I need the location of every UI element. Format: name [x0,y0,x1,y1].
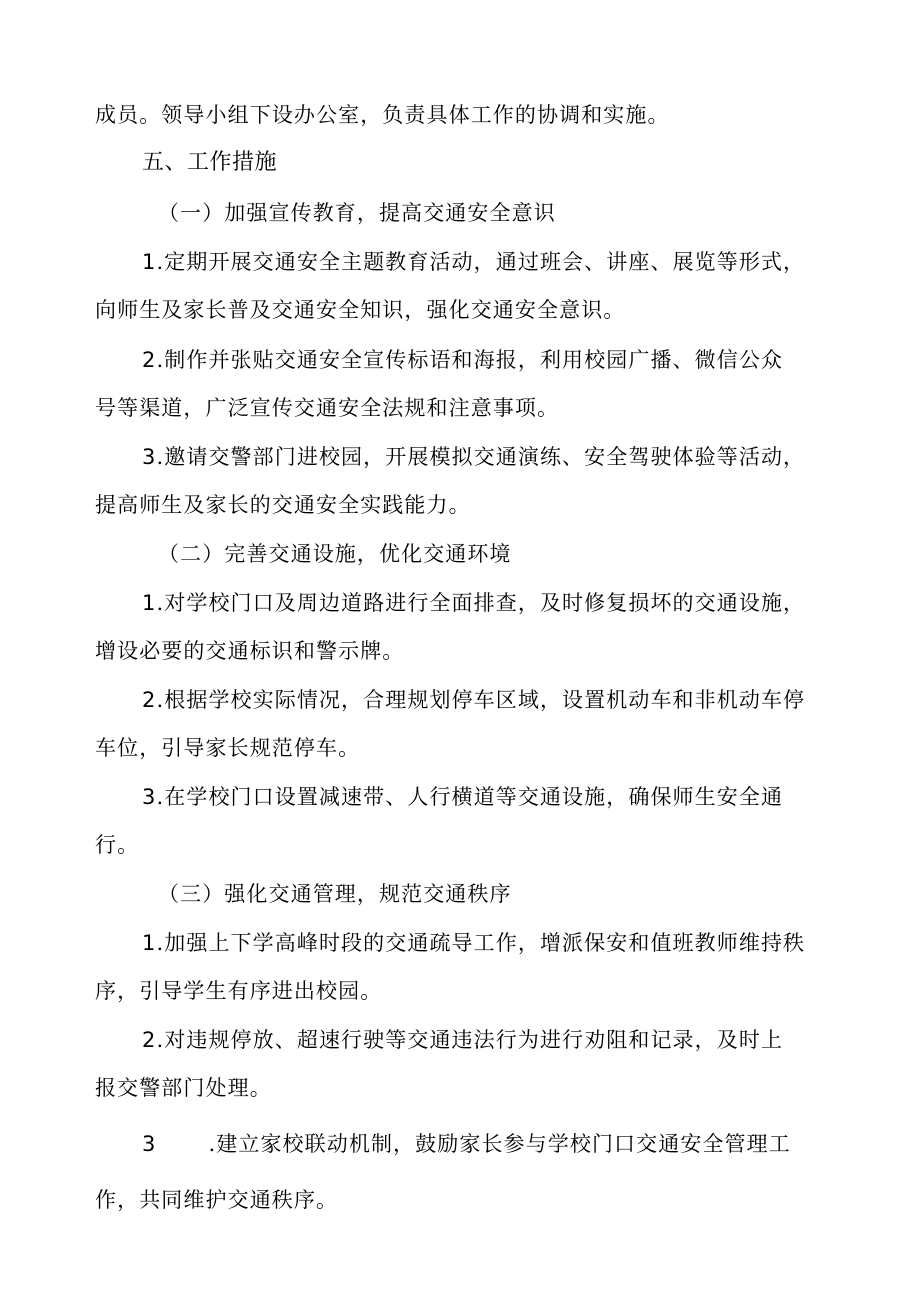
lead-paragraph-text: 成员。领导小组下设办公室，负责具体工作的协调和实施。 [95,103,670,127]
item-text: .加强上下学高峰时段的交通疏导工作，增派保安和值班教师维持秩 [156,931,806,955]
sub3-item-2-line-2: 报交警部门处理。 [95,1076,272,1100]
item-number: 1 [142,250,157,274]
item-number: 3 [142,1132,157,1156]
section-heading: 五、工作措施 [142,150,278,175]
sub1-item-2-line-1 [142,346,783,374]
item-number: 2 [142,688,157,712]
item-text: .根据学校实际情况，合理规划停车区域，设置机动车和非机动车停 [156,688,806,712]
item-text: .建立家校联动机制，鼓励家长参与学校门口交通安全管理工 [208,1132,791,1156]
item-text: .邀请交警部门进校园，开展模拟交通演练、安全驾驶体验等活动， [156,445,806,469]
sub1-item-1-line-2: 向师生及家长普及交通安全知识，强化交通安全意识。 [95,298,626,322]
subsection-1-title: （一）加强宣传教育，提高交通安全意识 [158,201,556,225]
item-number: 2 [142,1028,157,1052]
item-text: .在学校门口设置减速带、人行横道等交通设施，确保师生安全通 [156,785,784,809]
sub2-item-2-line-2: 车位，引导家长规范停车。 [95,736,361,760]
item-number: 3 [142,785,157,809]
sub1-item-1-line-1 [142,248,805,276]
sub1-item-3-line-2: 提高师生及家长的交通安全实践能力。 [95,493,471,517]
item-number: 2 [142,348,157,372]
sub3-item-1-line-1 [142,929,805,957]
item-number: 1 [142,591,157,615]
sub2-item-1-line-2: 增设必要的交通标识和警示牌。 [95,639,405,663]
item-number: 3 [142,445,157,469]
sub2-item-3-line-1 [142,783,783,811]
item-text: .定期开展交通安全主题教育活动，通过班会、讲座、展览等形式， [156,250,806,274]
sub2-item-2-line-1 [142,686,805,714]
subsection-2-title: （二）完善交通设施，优化交通环境 [158,542,512,566]
sub3-item-2-line-1 [142,1026,783,1054]
sub2-item-3-line-2: 行。 [95,833,140,857]
subsection-3-title: （三）强化交通管理，规范交通秩序 [158,882,512,906]
item-number: 1 [142,931,157,955]
sub3-item-1-line-2: 序，引导学生有序进出校园。 [95,979,383,1003]
sub1-item-2-line-2: 号等渠道，广泛宣传交通安全法规和注意事项。 [95,396,560,420]
item-text: .对学校门口及周边道路进行全面排查，及时修复损坏的交通设施， [156,591,806,615]
sub3-item-3-line-1 [142,1130,791,1158]
sub1-item-3-line-1 [142,443,805,471]
item-text: .对违规停放、超速行驶等交通违法行为进行劝阻和记录，及时上 [156,1028,784,1052]
sub3-item-3-line-2: 作，共同维护交通秩序。 [95,1188,339,1212]
sub2-item-1-line-1 [142,589,805,617]
item-text: .制作并张贴交通安全宣传标语和海报，利用校园广播、微信公众 [156,348,784,372]
